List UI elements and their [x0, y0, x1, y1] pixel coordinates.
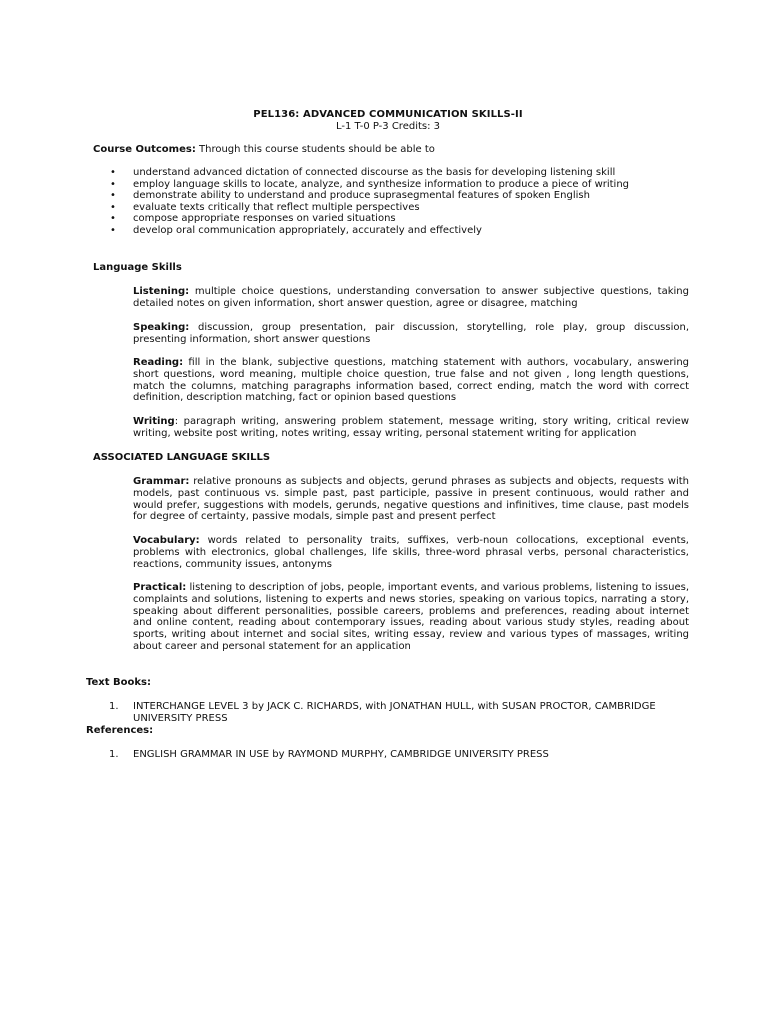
speaking-paragraph: [133, 322, 689, 346]
references-heading: References:: [86, 725, 154, 736]
speaking-label: Speaking:: [133, 322, 190, 333]
text-books-heading: Text Books:: [86, 677, 151, 688]
listening-label: Listening:: [133, 286, 190, 297]
text-book-item: [109, 701, 689, 725]
vocabulary-paragraph: [133, 535, 689, 570]
reference-number: 1.: [109, 749, 119, 760]
writing-paragraph: [133, 416, 689, 440]
listening-paragraph: [133, 286, 689, 310]
text-book-text: INTERCHANGE LEVEL 3 by JACK C. RICHARDS, with JONATHAN HULL, with SUSAN PROCTOR, CAMBRIDGE UNIVERSITY PRESS: [133, 701, 656, 724]
practical-text: listening to description of jobs, people, important events, and various problems, listening to issues, complaints and solutions, listening to experts and news stories, speaking on various topics, narrating a story, speaking about different personalities, possible careers, problems and preferences, reading about internet and online content, reading about contemporary issues, reading about various study styles, reading about sports, writing about internet and social sites, writing essay, review and various types of massages, writing about career and personal statement for an application: [133, 582, 689, 652]
reading-text: fill in the blank, subjective questions, matching statement with authors, vocabulary, answering short questions, word meaning, multiple choice question, true false and not given , long length questions, match the columns, matching paragraphs information based, correct ending, match the word with correct definition, description matching, fact or opinion based questions: [133, 357, 689, 404]
associated-skills-heading: ASSOCIATED LANGUAGE SKILLS: [93, 452, 271, 463]
speaking-text: discussion, group presentation, pair discussion, storytelling, role play, group discussion, presenting information, short answer questions: [133, 322, 689, 345]
writing-label: Writing: [133, 416, 175, 427]
practical-label: Practical:: [133, 582, 187, 593]
text-books-list: [109, 701, 689, 725]
grammar-text: relative pronouns as subjects and objects, gerund phrases as subjects and objects, requests with models, past continuous vs. simple past, past participle, passive in present continuous, would rather and would prefer, suggestions with models, gerunds, negative questions and infinitives, time clause, past models for degree of certainty, passive modals, simple past and present perfect: [133, 476, 689, 523]
references-list: [109, 749, 689, 761]
grammar-label: Grammar:: [133, 476, 190, 487]
writing-text: : paragraph writing, answering problem statement, message writing, story writing, critical review writing, website post writing, notes writing, essay writing, personal statement writing for application: [133, 416, 689, 439]
outcome-item: • develop oral communication appropriately, accurately and effectively: [133, 225, 693, 237]
grammar-paragraph: [133, 476, 689, 523]
course-outcomes-list: [133, 167, 693, 237]
course-outcomes-label: Course Outcomes:: [93, 144, 196, 155]
text-book-number: 1.: [109, 701, 119, 712]
reference-text: ENGLISH GRAMMAR IN USE by RAYMOND MURPHY, CAMBRIDGE UNIVERSITY PRESS: [133, 749, 549, 760]
practical-paragraph: [133, 582, 689, 653]
language-skills-heading: Language Skills: [93, 262, 182, 273]
course-title: PEL136: ADVANCED COMMUNICATION SKILLS-II: [253, 109, 523, 120]
outcome-item: • evaluate texts critically that reflect multiple perspectives: [133, 202, 693, 214]
reference-item: [109, 749, 689, 761]
reading-label: Reading:: [133, 357, 184, 368]
outcome-item: • demonstrate ability to understand and produce suprasegmental features of spoken English: [133, 190, 693, 202]
course-outcomes-text: Through this course students should be able to: [195, 144, 435, 155]
listening-text: multiple choice questions, understanding conversation to answer subjective questions, taking detailed notes on given information, short answer question, agree or disagree, matching: [133, 286, 689, 309]
reading-paragraph: [133, 357, 689, 404]
course-credits: L-1 T-0 P-3 Credits: 3: [335, 121, 441, 132]
outcome-item: • understand advanced dictation of connected discourse as the basis for developing listening skill: [133, 167, 693, 179]
vocabulary-text: words related to personality traits, suffixes, verb-noun collocations, exceptional events, problems with electronics, global challenges, life skills, three-word phrasal verbs, personal characteristics, reactions, community issues, antonyms: [133, 535, 689, 570]
outcome-item: • compose appropriate responses on varied situations: [133, 213, 693, 225]
outcome-item: • employ language skills to locate, analyze, and synthesize information to produce a piece of writing: [133, 179, 693, 191]
vocabulary-label: Vocabulary:: [133, 535, 200, 546]
course-outcomes-intro: [93, 144, 435, 156]
